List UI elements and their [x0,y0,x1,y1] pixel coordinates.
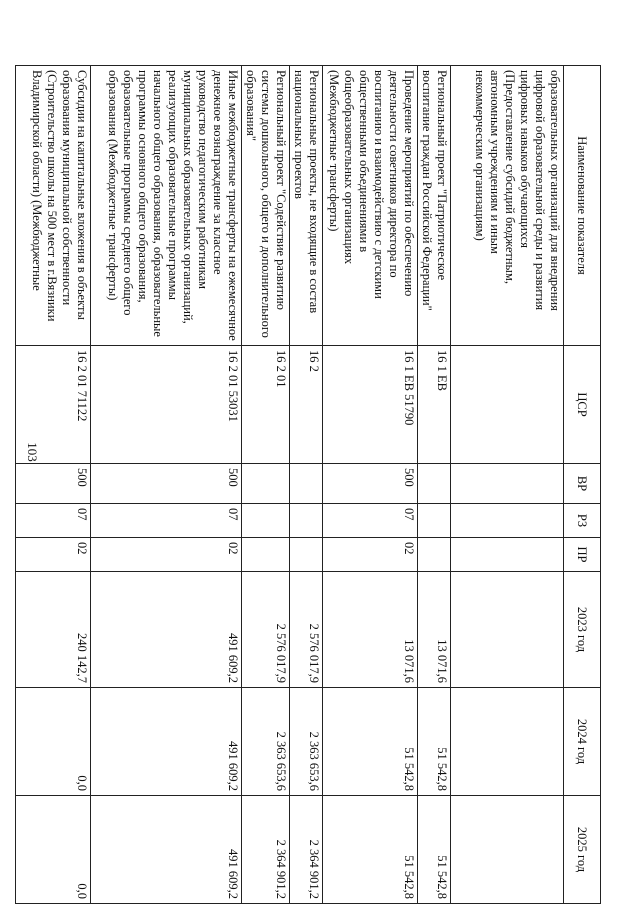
cell-vr: 500 [16,464,91,504]
cell-2023: 2 576 017,9 [242,572,290,688]
cell-2025: 2 364 901,2 [290,796,323,904]
cell-csr: 16 2 [290,346,323,464]
cell-rz: 07 [16,504,91,538]
cell-name: Проведение мероприятий по обеспечению деятельности советников директора по воспитанию и взаимодействию с детскими общественными объединениями в общеобразовательных организациях (Межбюджетные трансферты) [323,66,418,346]
budget-table [15,65,601,904]
cell-rz: 07 [91,504,242,538]
cell-csr: 16 2 01 71122 [16,346,91,464]
cell-name: образовательных организаций для внедрения цифровой образовательной среды и развития цифровых навыков обучающихся (Предоставление субсидий бюджетным, автономным учреждениям и иным некоммерческим организациям) [451,66,564,346]
cell-csr: 16 2 01 53031 [91,346,242,464]
cell-name: Региональный проект "Патриотическое воспитание граждан Российской Федерации" [418,66,451,346]
cell-csr: 16 1 ЕВ 51790 [323,346,418,464]
page-number: 103 [24,442,40,462]
cell-vr: 500 [91,464,242,504]
cell-csr: 16 1 ЕВ [418,346,451,464]
cell-pr: 02 [91,538,242,572]
cell-2025: 51 542,8 [323,796,418,904]
col-header-name: Наименование показателя [564,66,601,346]
cell-pr [242,538,290,572]
cell-2023: 13 071,6 [418,572,451,688]
cell-2023: 491 609,2 [91,572,242,688]
cell-csr: 16 2 01 [242,346,290,464]
cell-pr: 02 [323,538,418,572]
cell-name: Региональные проекты, не входящие в состав национальных проектов [290,66,323,346]
cell-2025: 0,0 [16,796,91,904]
table-row [290,66,323,904]
table-row [16,66,91,904]
cell-2024 [451,688,564,796]
cell-pr [451,538,564,572]
cell-vr [242,464,290,504]
cell-2024: 51 542,8 [418,688,451,796]
cell-rz: 07 [323,504,418,538]
col-header-vr: ВР [564,464,601,504]
cell-csr [451,346,564,464]
cell-2024: 2 363 653,6 [290,688,323,796]
table-row [451,66,564,904]
cell-2024: 51 542,8 [323,688,418,796]
cell-2023: 240 142,7 [16,572,91,688]
cell-2025: 491 609,2 [91,796,242,904]
cell-2025: 51 542,8 [418,796,451,904]
cell-pr [418,538,451,572]
cell-rz [290,504,323,538]
col-header-2024: 2024 год [564,688,601,796]
cell-vr [418,464,451,504]
cell-2024: 2 363 653,6 [242,688,290,796]
cell-2025 [451,796,564,904]
cell-2023: 2 576 017,9 [290,572,323,688]
cell-rz [418,504,451,538]
col-header-rz: РЗ [564,504,601,538]
table-row [418,66,451,904]
table-row [242,66,290,904]
cell-2025: 2 364 901,2 [242,796,290,904]
cell-rz [451,504,564,538]
table-header-row [564,66,601,904]
col-header-pr: ПР [564,538,601,572]
col-header-2025: 2025 год [564,796,601,904]
cell-vr: 500 [323,464,418,504]
cell-vr [290,464,323,504]
cell-pr [290,538,323,572]
cell-2023 [451,572,564,688]
table-row [91,66,242,904]
cell-name: Субсидии на капитальные вложения в объекты образования муниципальной собственности (Строительство школы на 500 мест в г.Вязники Владимирской области) (Межбюджетные [16,66,91,346]
cell-pr: 02 [16,538,91,572]
table-row [323,66,418,904]
cell-2023: 13 071,6 [323,572,418,688]
cell-name: Иные межбюджетные трансферты на ежемесячное денежное вознаграждение за классное руководство педагогическим работникам муниципальных образовательных организаций, реализующих образовательные программы начального общего образования, образовательные программы основного общего образования, образовательные программы среднего общего образования (Межбюджетные трансферты) [91,66,242,346]
cell-name: Региональный проект "Содействие развитию системы дошкольного, общего и дополнительного образования" [242,66,290,346]
cell-vr [451,464,564,504]
cell-rz [242,504,290,538]
col-header-2023: 2023 год [564,572,601,688]
cell-2024: 0,0 [16,688,91,796]
cell-2024: 491 609,2 [91,688,242,796]
col-header-csr: ЦСР [564,346,601,464]
